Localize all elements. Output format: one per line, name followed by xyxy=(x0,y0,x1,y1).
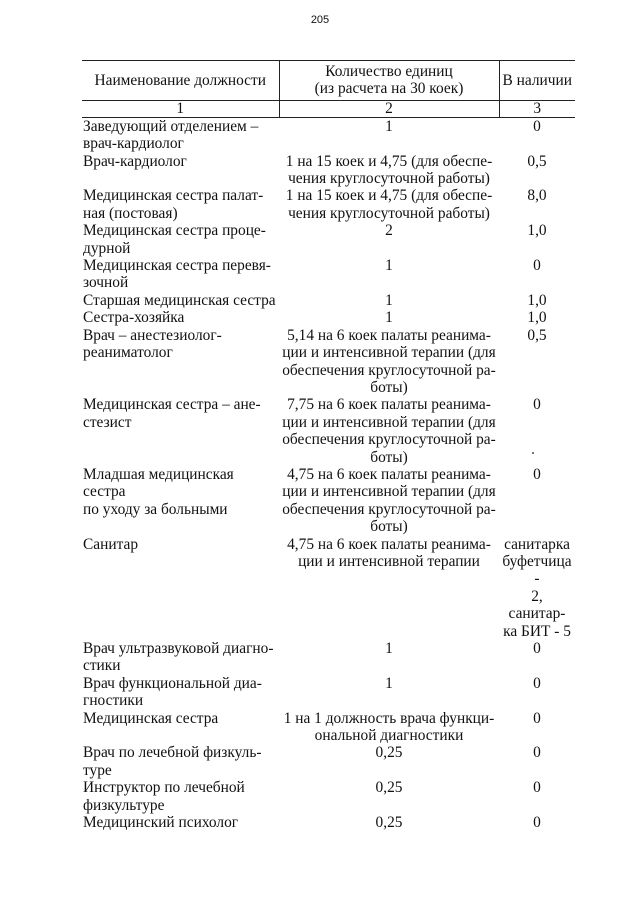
quantity-cell xyxy=(279,675,499,710)
available-cell-text: 0 xyxy=(533,465,541,483)
position-cell-text: Сестра-хозяйка xyxy=(83,309,185,327)
quantity-cell xyxy=(279,187,499,222)
quantity-cell-text: 1 xyxy=(385,117,393,135)
position-cell-text: Старшая медицинская сестра xyxy=(83,291,276,309)
position-cell-text: Врач – анестезиолог- реаниматолог xyxy=(83,326,222,362)
table-row xyxy=(82,187,575,222)
column-number-row xyxy=(82,100,575,117)
available-cell xyxy=(499,710,575,745)
available-cell xyxy=(499,466,575,536)
available-cell-text: 0 xyxy=(533,779,541,797)
available-cell-text: 0 xyxy=(533,709,541,727)
position-cell-text: Медицинский психолог xyxy=(83,814,239,832)
table-body xyxy=(82,117,575,831)
table-row xyxy=(82,117,575,152)
position-cell-text: Врач по лечебной физкуль- туре xyxy=(83,744,262,779)
available-cell-text: 1,0 xyxy=(527,309,547,327)
quantity-cell-text: 0,25 xyxy=(375,779,403,797)
position-cell xyxy=(82,327,279,397)
position-cell xyxy=(82,466,279,536)
quantity-cell-text: 4,75 на 6 коек палаты реанима- ции и интенсивной терапии (для обеспечения круглосуточной ра- боты) xyxy=(282,465,496,536)
available-cell xyxy=(499,396,575,466)
quantity-cell-text: 1 на 15 коек и 4,75 (для обеспе- чения круглосуточной работы) xyxy=(285,152,493,188)
position-cell-text: Медицинская сестра – ане- стезист xyxy=(83,396,261,431)
available-cell xyxy=(499,744,575,779)
quantity-cell-text: 0,25 xyxy=(375,744,403,762)
column-number: 1 xyxy=(82,100,279,117)
available-cell-text: 0 xyxy=(533,744,541,762)
table-row xyxy=(82,292,575,309)
quantity-cell xyxy=(279,257,499,292)
available-cell-text: 0 xyxy=(533,117,541,135)
available-cell-text: санитарка буфетчица - 2, санитар- ка БИТ - 5 xyxy=(502,535,572,640)
quantity-cell-text: 0,25 xyxy=(375,814,403,832)
column-number: 3 xyxy=(499,100,575,117)
table-row xyxy=(82,309,575,326)
position-cell-text: Медицинская сестра xyxy=(83,709,219,727)
available-cell xyxy=(499,640,575,675)
table-row xyxy=(82,710,575,745)
quantity-cell xyxy=(279,327,499,397)
available-cell xyxy=(499,117,575,152)
available-cell xyxy=(499,536,575,640)
position-cell-text: Заведующий отделением – врач-кардиолог xyxy=(83,117,259,153)
available-cell xyxy=(499,675,575,710)
scan-speck xyxy=(532,452,534,454)
position-cell xyxy=(82,675,279,710)
table-row xyxy=(82,814,575,831)
quantity-cell-text: 1 на 15 коек и 4,75 (для обеспе- чения круглосуточной работы) xyxy=(285,187,493,222)
quantity-cell-text: 1 xyxy=(385,309,393,327)
quantity-cell xyxy=(279,292,499,309)
available-cell xyxy=(499,327,575,397)
position-cell xyxy=(82,153,279,188)
table-row xyxy=(82,257,575,292)
position-cell-text: Санитар xyxy=(83,535,139,553)
quantity-cell xyxy=(279,536,499,640)
table-row xyxy=(82,640,575,675)
position-cell xyxy=(82,396,279,466)
quantity-cell xyxy=(279,396,499,466)
quantity-cell xyxy=(279,640,499,675)
available-cell-text: 0,5 xyxy=(527,152,547,170)
position-cell xyxy=(82,222,279,257)
header-position: Наименование должности xyxy=(82,61,279,101)
available-cell-text: 0,5 xyxy=(527,326,547,344)
quantity-cell-text: 7,75 на 6 коек палаты реанима- ции и интенсивной терапии (для обеспечения круглосуточной ра- боты) xyxy=(282,396,496,466)
quantity-cell xyxy=(279,710,499,745)
position-cell xyxy=(82,187,279,222)
available-cell xyxy=(499,153,575,188)
available-cell-text: 0 xyxy=(533,674,541,692)
table-header-row xyxy=(82,61,575,101)
quantity-cell-text: 1 xyxy=(385,674,393,692)
available-cell xyxy=(499,309,575,326)
quantity-cell-text: 2 xyxy=(385,222,393,240)
position-cell xyxy=(82,292,279,309)
table-row xyxy=(82,744,575,779)
position-cell xyxy=(82,744,279,779)
position-cell xyxy=(82,640,279,675)
available-cell-text: 0 xyxy=(533,640,541,657)
quantity-cell-text: 1 xyxy=(385,291,393,309)
available-cell xyxy=(499,187,575,222)
table-row xyxy=(82,222,575,257)
table-row xyxy=(82,779,575,814)
position-cell xyxy=(82,710,279,745)
table-row xyxy=(82,536,575,640)
quantity-cell xyxy=(279,117,499,152)
available-cell xyxy=(499,222,575,257)
quantity-cell xyxy=(279,779,499,814)
quantity-cell xyxy=(279,466,499,536)
available-cell-text: 1,0 xyxy=(527,222,547,240)
column-number: 2 xyxy=(279,100,499,117)
position-cell-text: Врач-кардиолог xyxy=(83,152,187,170)
position-cell-text: Медицинская сестра палат- ная (постовая) xyxy=(83,187,264,222)
quantity-cell xyxy=(279,814,499,831)
quantity-cell-text: 4,75 на 6 коек палаты реанима- ции и интенсивной терапии xyxy=(287,535,491,570)
available-cell xyxy=(499,814,575,831)
available-cell-text: 0 xyxy=(533,257,541,275)
quantity-cell-text: 5,14 на 6 коек палаты реанима- ции и интенсивной терапии (для обеспечения круглосуточной ра- боты) xyxy=(282,326,496,396)
table-row xyxy=(82,327,575,397)
position-cell-text: Инструктор по лечебной физкультуре xyxy=(83,779,245,814)
table-row xyxy=(82,675,575,710)
table-row xyxy=(82,466,575,536)
available-cell-text: 0 xyxy=(533,396,541,414)
available-cell-text: 0 xyxy=(533,814,541,832)
position-cell-text: Младшая медицинская сестра по уходу за больными xyxy=(83,465,234,518)
header-quantity: Количество единиц (из расчета на 30 коек) xyxy=(279,61,499,101)
page-number: 205 xyxy=(310,14,330,26)
quantity-cell xyxy=(279,744,499,779)
available-cell xyxy=(499,779,575,814)
available-cell xyxy=(499,257,575,292)
available-cell-text: 1,0 xyxy=(527,291,547,309)
staffing-table xyxy=(82,60,575,831)
position-cell-text: Врач функциональной диа- гностики xyxy=(83,674,262,710)
position-cell xyxy=(82,536,279,640)
position-cell-text: Медицинская сестра проце- дурной xyxy=(83,222,266,257)
quantity-cell xyxy=(279,153,499,188)
position-cell-text: Врач ультразвуковой диагно- стики xyxy=(83,640,274,675)
position-cell xyxy=(82,779,279,814)
header-available: В наличии xyxy=(499,61,575,101)
position-cell xyxy=(82,117,279,152)
quantity-cell xyxy=(279,309,499,326)
position-cell-text: Медицинская сестра перевя- зочной xyxy=(83,257,271,292)
quantity-cell xyxy=(279,222,499,257)
position-cell xyxy=(82,257,279,292)
position-cell xyxy=(82,309,279,326)
available-cell-text: 8,0 xyxy=(527,187,547,205)
available-cell xyxy=(499,292,575,309)
table-row xyxy=(82,153,575,188)
quantity-cell-text: 1 на 1 должность врача функци- ональной диагностики xyxy=(283,709,495,745)
quantity-cell-text: 1 xyxy=(385,640,393,657)
position-cell xyxy=(82,814,279,831)
table-row xyxy=(82,396,575,466)
quantity-cell-text: 1 xyxy=(385,257,393,275)
